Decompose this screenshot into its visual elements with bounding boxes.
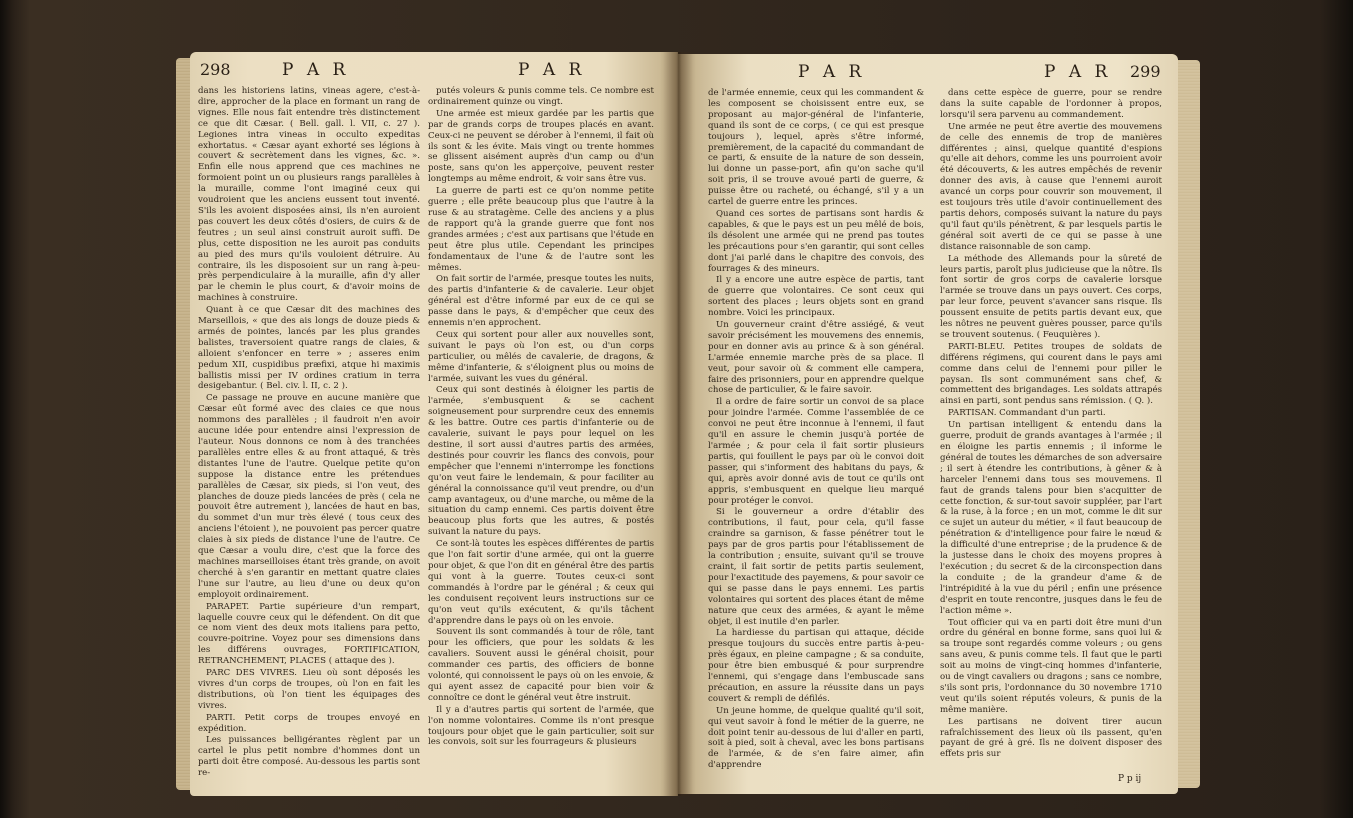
paragraph: Ce sont-là toutes les espèces différentes de partis que l'on fait sortir d'une armée, qui ont la guerre pour objet, & que l'on dit en général être des partis qui vont à la guerre. Toutes ceux-ci sont commandés à l'ordre par le général ; & ceux qui les conduisent reçoivent leurs instructions sur ce qu'on veut qu'ils exécutent, & qu'ils tâchent d'apprendre dans le pays où on les envoie. <box>428 539 654 626</box>
paragraph: Il y a d'autres partis qui sortent de l'armée, que l'on nomme volontaires. Comme ils n'ont presque toujours pour objet que le gain particulier, soit sur les convois, soit sur les fourrageurs & plusieurs <box>428 704 654 748</box>
paragraph: de l'armée ennemie, ceux qui les commandent & les composent se choisissent entre eux, se proposant au major-général de l'infanterie, quand ils sont de ce corps, ( ce qui est presque toujours ), lequel, après s'être informé, premièrement, de la capacité du commandant de ce parti, & ensuite de la nature de son dessein, lui donne un passe-port, afin qu'on sache qu'il soit pris, il se trouve avoué parti de guerre, & puisse être ou racheté, ou échangé, s'il y a un cartel de guerre entre les princes. <box>708 88 924 208</box>
paragraph: PARAPET. Partie supérieure d'un rempart, laquelle couvre ceux qui le défendent. On dit que ce nom vient des deux mots italiens para petto, couvre-poitrine. Voyez pour ses dimensions dans les différens ouvrages, FORTIFICATION, RETRANCHEMENT, PLACES ( attaque des ). <box>198 601 420 667</box>
left-running-head <box>190 60 678 84</box>
paragraph: PARTI. Petit corps de troupes envoyé en expédition. <box>198 712 420 734</box>
paragraph: Il a ordre de faire sortir un convoi de sa place pour joindre l'armée. Comme l'assemblée de ce convoi ne peut être inconnue à l'ennemi, il faut qu'il en assure le chemin jusqu'à portée de l'armée ; & pour cela il fait sortir plusieurs partis, qui fouillent le pays par où le convoi doit passer, qui s'informent des habitans du pays, & qui, après avoir donné avis de tout ce qu'ils ont appris, s'embusquent en quelque lieu marqué pour protéger le convoi. <box>708 397 924 506</box>
paragraph: Tout officier qui va en parti doit être muni d'un ordre du général en bonne forme, sans quoi lui & sa troupe sont regardés comme voleurs ; ou gens sans aveu, & punis comme tels. Il faut que le parti soit au moins de vingt-cinq hommes d'infanterie, ou de vingt cavaliers ou dragons ; sans ce nombre, s'ils sont pris, l'ordonnance du 30 novembre 1710 veut qu'ils soient réputés voleurs, & punis de la même manière. <box>940 617 1162 715</box>
page-signature: P p ij <box>1118 774 1142 784</box>
paragraph: Quant à ce que Cæsar dit des machines des Marseillois, « que des ais longs de douze pieds & armés de pointes, lancés par les plus grandes balistes, traversoient quatre rangs de claies, & alloient s'enfoncer en terre » ; asseres enim pedum XII, cuspidibus præfixi, atque hi maximis ballistis missi per IV ordines cratium in terra desigebantur. ( Bel. civ. l. II, c. 2 ). <box>198 305 420 392</box>
paragraph: Ceux qui sont destinés à éloigner les partis de l'armée, s'embusquent & se cachent soigneusement pour surprendre ceux des ennemis & les battre. Outre ces partis d'infanterie ou de cavalerie, suivant le pays pour lequel on les destine, il sort aussi d'autres partis des armées, destinés pour couvrir les flancs des convois, pour empêcher que l'ennemi n'interrompe les fonctions qu'on veut faire le lendemain, & pour faciliter au général la connoissance qu'il veut prendre, ou d'un camp avantageux, ou d'une marche, ou même de la situation du camp ennemi. Ces partis doivent être beaucoup plus forts que les autres, & postés suivant la nature du pays. <box>428 385 654 538</box>
paragraph: La hardiesse du partisan qui attaque, décide presque toujours du succès entre partis à-peu-près égaux, en pleine campagne ; & sa conduite, pour être bien embusqué & pour surprendre l'ennemi, qui s'engage dans l'embuscade sans précaution, en assure la réussite dans un pays couvert & rempli de défilés. <box>708 628 924 704</box>
paragraph: On fait sortir de l'armée, presque toutes les nuits, des partis d'infanterie & de cavalerie. Leur objet général est d'être informé par eux de ce qui se passe dans le pays, & d'empêcher que ceux des ennemis n'en approchent. <box>428 274 654 329</box>
paragraph: La méthode des Allemands pour la sûreté de leurs partis, paroît plus judicieuse que la nôtre. Ils font sortir de gros corps de cavalerie lorsque l'armée se trouve dans un pays ouvert. Ces corps, par leur force, peuvent s'avancer sans risque. Ils poussent ensuite de petits partis devant eux, que les nôtres ne peuvent guères pousser, parce qu'ils se trouvent soutenus. ( Feuquières ). <box>940 253 1162 340</box>
paragraph: Si le gouverneur a ordre d'établir des contributions, il faut, pour cela, qu'il fasse craindre sa garnison, & fasse pénétrer tout le pays par de gros partis pour l'établissement de la contribution ; ensuite, suivant qu'il se trouve craint, il fait sortir de petits partis seulement, pour l'exactitude des payemens, & pour savoir ce qui se passe dans le pays ennemi. Les partis volontaires qui sortent des places étant de même nature que ceux des armées, & ayant le même objet, il est inutile d'en parler. <box>708 507 924 627</box>
paragraph: Ceux qui sortent pour aller aux nouvelles sont, suivant le pays où l'on est, ou d'un corps particulier, ou mêlés de cavalerie, de dragons, & même d'infanterie, & s'éloignent plus ou moins de l'armée, suivant les vues du général. <box>428 329 654 384</box>
left-head-word-1: P A R <box>282 60 350 80</box>
paragraph: putés voleurs & punis comme tels. Ce nombre est ordinairement quinze ou vingt. <box>428 86 654 107</box>
right-column-2 <box>940 88 1162 768</box>
right-page-edge <box>1178 60 1200 788</box>
right-page <box>678 54 1178 794</box>
paragraph: PARTISAN. Commandant d'un parti. <box>948 408 1106 419</box>
paragraph: Les puissances belligérantes règlent par un cartel le plus petit nombre d'hommes dont un parti doit être composé. Au-dessous les partis sont re- <box>198 735 420 779</box>
left-page <box>190 52 678 796</box>
paragraph: PARC DES VIVRES. Lieu où sont déposés les vivres d'un corps de troupes, où l'on en fait les distributions, où l'on tient les équipages des vivres. <box>198 668 420 711</box>
paragraph: Une armée ne peut être avertie des mouvemens de celle des ennemis de trop de manières différentes ; ainsi, quelque quantité d'espions qu'elle ait dehors, comme les uns pourroient avoir été découverts, & les autres empêchés de revenir donner des avis, à cause que l'ennemi auroit avancé un corps pour couvrir son mouvement, il est toujours très utile d'avoir continuellement des partis dehors, composés suivant la nature du pays qu'il faut qu'ils pénètrent, & par lesquels partis le général soit averti de ce qui se passe à une distance raisonnable de son camp. <box>940 121 1162 252</box>
right-page-number: 299 <box>1130 62 1161 81</box>
paragraph: Quand ces sortes de partisans sont hardis & capables, & que le pays est un peu mêlé de bois, ils désolent une armée qui ne prend pas toutes les précautions pour s'en garantir, qui sont celles dont j'ai parlé dans le chapitre des convois, des fourrages & des mineurs. <box>708 208 924 274</box>
right-running-head <box>678 62 1178 86</box>
paragraph: dans cette espèce de guerre, pour se rendre dans la suite capable de l'ordonner à propos, lorsqu'il sera parvenu au commandement. <box>940 88 1162 120</box>
paragraph: La guerre de parti est ce qu'on nomme petite guerre ; elle prête beaucoup plus que l'autre à la ruse & au stratagème. Celle des anciens y a plus de rapport qu'à la grande guerre que font nos grandes armées ; c'est aux partisans que l'étude en peut être plus utile. Cependant les principes fondamentaux de l'une & de l'autre sont les mêmes. <box>428 186 654 273</box>
paragraph: Souvent ils sont commandés à tour de rôle, tant pour les officiers, que pour les soldats & les cavaliers. Souvent aussi le général choisit, pour commander ces partis, des officiers de bonne volonté, qui connoissent le pays où on les envoie, & qui ayent assez de capacité pour bien voir & connoître ce dont le général veut être instruit. <box>428 627 654 703</box>
right-column-1 <box>708 88 924 788</box>
paragraph: PARTI-BLEU. Petites troupes de soldats de différens régimens, qui courent dans le pays ami comme dans celui de l'ennemi pour piller le paysan. Ils sont communément sans chef, & commettent des brigandages. Les soldats attrapés ainsi en parti, sont pendus sans rémission. ( Q. ). <box>940 341 1162 407</box>
paragraph: dans les historiens latins, vineas agere, c'est-à-dire, approcher de la place en formant un rang de vignes. Elle nous fait entendre très distinctement ce que dit Cæsar. ( Bell. gall. l. VII, c. 27 ). Legiones intra vineas in occulto expeditas exhortatus. « Cæsar ayant exhorté ses légions à couvert & secrètement dans les vignes, &c. ». Enfin elle nous apprend que ces machines ne formoient point un ou plusieurs rangs parallèles à la muraille, comme l'ont imaginé ceux qui voudroient que les anciens eussent tout inventé. S'ils les avoient disposées ainsi, ils n'en auroient pas couvert les deux côtés d'osiers, de cuirs & de feutres ; un seul ainsi construit auroit suffi. De plus, cette disposition ne les auroit pas conduits au pied des murs qu'ils vouloient détruire. Au contraire, ils les disposoient sur un rang à-peu-près perpendiculaire à la muraille, afin d'y aller par le chemin le plus court, & d'avoir moins de machines à construire. <box>198 86 420 304</box>
paragraph: Une armée est mieux gardée par les partis que par de grands corps de troupes placés en avant. Ceux-ci ne peuvent se dérober à l'ennemi, il fait où ils sont & les évite. Mais vingt ou trente hommes se glissent aisément auprès d'un camp ou d'un poste, sans qu'on les apperçoive, peuvent rester longtemps au même endroit, & voir sans être vus. <box>428 108 654 185</box>
paragraph: Un partisan intelligent & entendu dans la guerre, produit de grands avantages à l'armée ; il en éloigne les partis ennemis ; il informe le général de toutes les démarches de son adversaire ; il sert à étendre les contributions, à gêner & à harceler l'ennemi dans tous ses mouvemens. Il faut de grands talens pour bien s'acquitter de cette fonction, & sur-tout savoir suppléer, par l'art & la ruse, à la force ; en un mot, comme le dit sur ce sujet un auteur du métier, « il faut beaucoup de pénétration & d'intelligence pour faire le nœud & la difficulté d'une entreprise ; de la prudence & de la justesse dans le choix des moyens propres à l'exécution ; du secret & de la circonspection dans la conduite ; de la grandeur d'ame & de l'intrépidité à la vue du péril ; enfin une présence d'esprit en toute rencontre, jusques dans le feu de l'action même ». <box>940 420 1162 616</box>
left-column-2 <box>428 86 654 786</box>
right-head-word-2: P A R <box>1044 62 1112 82</box>
left-page-number: 298 <box>200 60 231 79</box>
paragraph: Il y a encore une autre espèce de partis, tant de guerre que volontaires. Ce sont ceux qui sortent des places ; leurs objets sont en grand nombre. Voici les principaux. <box>708 275 924 319</box>
left-head-word-2: P A R <box>518 60 586 80</box>
paragraph: Ce passage ne prouve en aucune manière que Cæsar eût formé avec des claies ce que nous nommons des parallèles ; il faudroit n'en avoir aucune idée pour entendre ainsi l'expression de l'auteur. Nous donnons ce nom à des tranchées parallèles entre elles & au front attaqué, & très distantes l'une de l'autre. Quelque petite qu'on suppose la distance entre les prétendues parallèles de Cæsar, six pieds, si l'on veut, des planches de douze pieds lancées de près ( cela ne pouvoit être autrement ), lancées de haut en bas, du sommet d'un mur très élevé ( tous ceux des anciens l'étoient ), ne pouvoient pas percer quatre claies à six pieds de distance l'une de l'autre. Ce que Cæsar a voulu dire, c'est que la force des machines marseilloises étant très grande, on avoit cherché à s'en garantir en mettant quatre claies l'une sur l'autre, au lieu d'une ou deux qu'on employoit ordinairement. <box>198 393 420 600</box>
left-column-1 <box>198 86 420 786</box>
paragraph: Un gouverneur craint d'être assiégé, & veut savoir précisément les mouvemens des ennemis, pour en donner avis au prince & à son général. L'armée ennemie marche près de sa place. Il veut, pour savoir où & comment elle campera, faire des prisonniers, pour en apprendre quelque chose de particulier, & le faire savoir. <box>708 320 924 396</box>
paragraph: Un jeune homme, de quelque qualité qu'il soit, qui veut savoir à fond le métier de la guerre, ne doit point tenir au-dessous de lui d'aller en parti, soit à pied, soit à cheval, avec les bons partisans de l'armée, & de s'en faire aimer, afin d'apprendre <box>708 705 924 771</box>
paragraph: Les partisans ne doivent tirer aucun rafraîchissement des lieux où ils passent, qu'en payant de gré à gré. Ils ne doivent disposer des effets pris sur <box>940 716 1162 760</box>
right-head-word-1: P A R <box>798 62 866 82</box>
